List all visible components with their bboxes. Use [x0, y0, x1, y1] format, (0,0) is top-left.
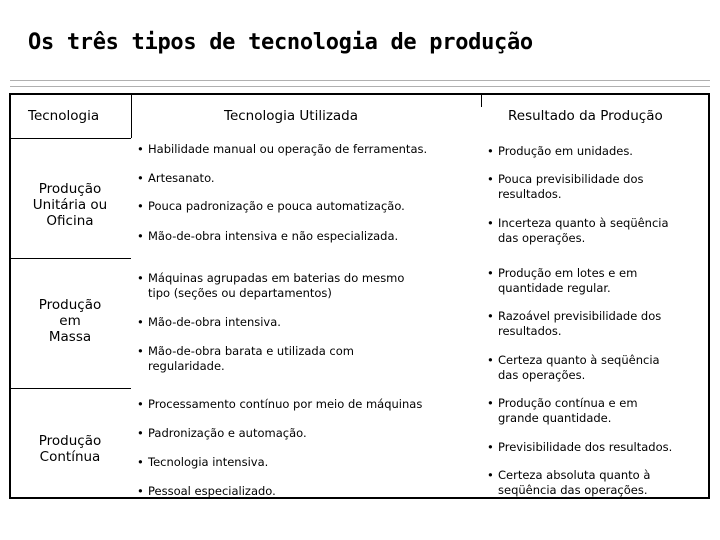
- result-item-text: seqüência das operações.: [498, 483, 648, 497]
- divider: [10, 80, 710, 81]
- result-item-text: Certeza absoluta quanto à: [498, 468, 651, 482]
- result-item-text: Produção contínua e em: [498, 396, 638, 410]
- bullet-icon: •: [137, 344, 144, 358]
- row-label: [11, 433, 129, 465]
- tech-item-text: Mão-de-obra intensiva e não especializada.: [148, 229, 399, 243]
- tech-item-text: Mão-de-obra intensiva.: [148, 315, 281, 329]
- result-item-text: Pouca previsibilidade dos: [498, 172, 644, 186]
- row-label-line: Massa: [48, 329, 92, 345]
- result-item-text: Incerteza quanto à seqüência: [498, 216, 669, 230]
- result-item: [487, 266, 637, 296]
- result-item: [487, 468, 650, 498]
- result-item-text: Produção em lotes e em: [498, 266, 638, 280]
- row-label-line: Contínua: [39, 449, 101, 465]
- tech-item: [137, 344, 354, 374]
- bullet-icon: •: [137, 426, 144, 440]
- row-label: [11, 181, 129, 229]
- header-divider: [11, 138, 131, 139]
- result-item-text: das operações.: [498, 368, 586, 382]
- tech-item: [137, 455, 268, 470]
- bullet-icon: •: [487, 309, 494, 323]
- row-label-line: Produção: [38, 297, 102, 313]
- result-item-text: Produção em unidades.: [498, 144, 633, 158]
- bullet-icon: •: [487, 440, 494, 454]
- result-item: [487, 353, 660, 383]
- bullet-icon: •: [487, 266, 494, 280]
- tech-item-text: Máquinas agrupadas em baterias do mesmo: [148, 271, 405, 285]
- tech-item-text: tipo (seções ou departamentos): [148, 286, 332, 300]
- bullet-icon: •: [137, 199, 144, 213]
- result-item-text: Razoável previsibilidade dos: [498, 309, 662, 323]
- row-label-line: Unitária ou: [32, 197, 108, 213]
- bullet-icon: •: [487, 468, 494, 482]
- column-divider: [481, 95, 482, 107]
- bullet-icon: •: [137, 484, 144, 498]
- result-item-text: grande quantidade.: [498, 411, 612, 425]
- tech-item-text: regularidade.: [148, 359, 225, 373]
- row-label-line: Oficina: [46, 213, 94, 229]
- bullet-icon: •: [137, 271, 144, 285]
- tech-item: [137, 426, 307, 441]
- tech-item-text: Processamento contínuo por meio de máquinas: [148, 397, 423, 411]
- tech-item-text: Habilidade manual ou operação de ferramentas.: [148, 142, 428, 156]
- divider: [10, 86, 710, 87]
- page-title: Os três tipos de tecnologia de produção: [28, 30, 533, 55]
- bullet-icon: •: [137, 315, 144, 329]
- header-resultado-producao: Resultado da Produção: [508, 108, 663, 124]
- tech-item: [137, 142, 427, 157]
- row-divider: [11, 388, 131, 389]
- tech-item-text: Mão-de-obra barata e utilizada com: [148, 344, 354, 358]
- row-label-line: em: [59, 313, 81, 329]
- bullet-icon: •: [137, 171, 144, 185]
- row-divider: [11, 258, 131, 259]
- tech-item: [137, 229, 398, 244]
- row-label-line: Produção: [38, 181, 102, 197]
- tech-item-text: Padronização e automação.: [148, 426, 307, 440]
- result-item-text: resultados.: [498, 324, 562, 338]
- bullet-icon: •: [137, 142, 144, 156]
- tech-item: [137, 271, 404, 301]
- result-item: [487, 144, 633, 159]
- tech-item-text: Pouca padronização e pouca automatização.: [148, 199, 405, 213]
- result-item: [487, 396, 638, 426]
- result-item-text: Previsibilidade dos resultados.: [498, 440, 673, 454]
- bullet-icon: •: [487, 144, 494, 158]
- result-item: [487, 309, 661, 339]
- bullet-icon: •: [487, 216, 494, 230]
- result-item: [487, 172, 644, 202]
- result-item-text: resultados.: [498, 187, 562, 201]
- header-tecnologia-utilizada: Tecnologia Utilizada: [224, 108, 359, 124]
- result-item-text: quantidade regular.: [498, 281, 611, 295]
- column-divider: [131, 95, 132, 138]
- bullet-icon: •: [137, 455, 144, 469]
- tech-item: [137, 199, 405, 214]
- bullet-icon: •: [487, 396, 494, 410]
- tech-item-text: Artesanato.: [148, 171, 215, 185]
- row-label-line: Produção: [38, 433, 102, 449]
- tech-item: [137, 171, 215, 186]
- bullet-icon: •: [137, 397, 144, 411]
- tech-item: [137, 315, 281, 330]
- tech-item-text: Tecnologia intensiva.: [148, 455, 269, 469]
- bullet-icon: •: [487, 172, 494, 186]
- tech-item: [137, 484, 276, 499]
- result-item-text: das operações.: [498, 231, 586, 245]
- result-item: [487, 440, 672, 455]
- tech-item: [137, 397, 422, 412]
- result-item-text: Certeza quanto à seqüência: [498, 353, 660, 367]
- result-item: [487, 216, 669, 246]
- bullet-icon: •: [137, 229, 144, 243]
- row-label: [11, 297, 129, 345]
- bullet-icon: •: [487, 353, 494, 367]
- tech-item-text: Pessoal especializado.: [148, 484, 276, 498]
- header-tecnologia: Tecnologia: [28, 108, 100, 124]
